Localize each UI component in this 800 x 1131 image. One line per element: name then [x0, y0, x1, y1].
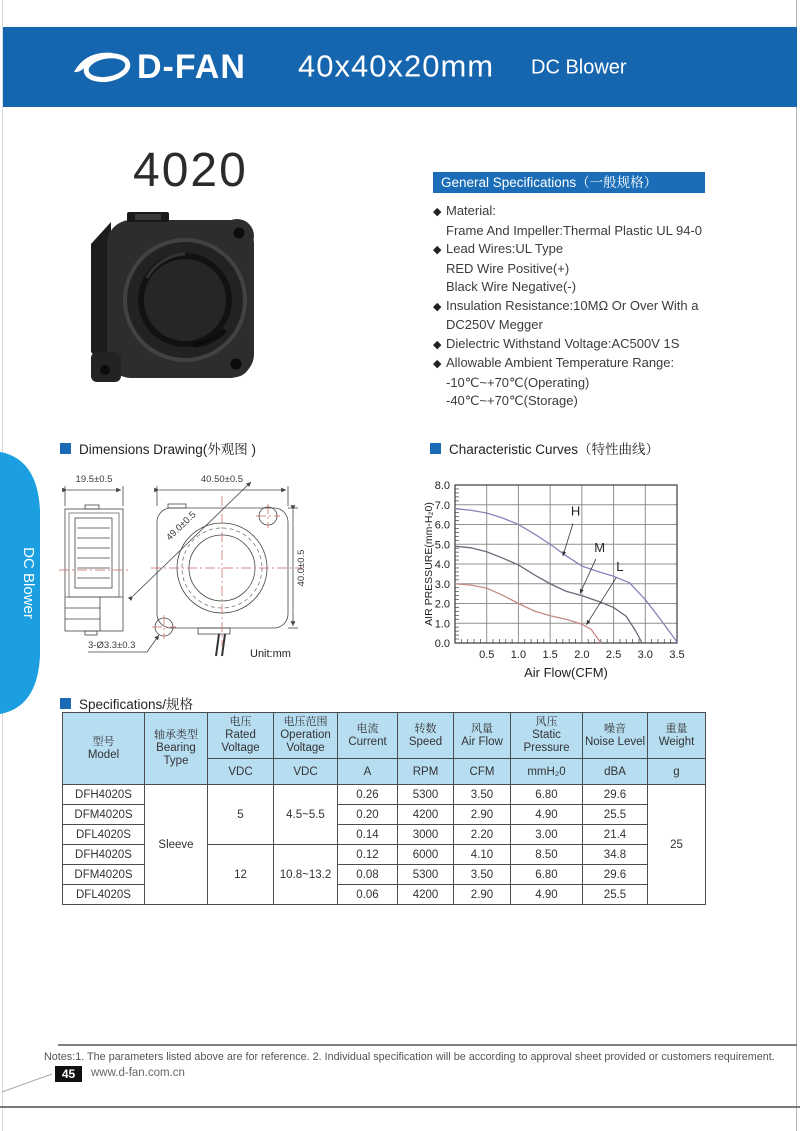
page-right-border: [796, 0, 797, 1131]
characteristic-curves-chart: [423, 462, 793, 697]
svg-text:8.0: 8.0: [434, 480, 450, 492]
size-title: 40x40x20mm: [298, 48, 495, 84]
pq-curve-svg: [423, 462, 793, 697]
svg-text:1.0: 1.0: [434, 618, 450, 631]
col-header-noise: 噪音 Noise Level: [583, 713, 648, 759]
section-specifications-label: Specifications/规格: [79, 697, 194, 712]
unit-operation-voltage: VDC: [274, 759, 338, 785]
bearing-cell: Sleeve: [145, 785, 208, 905]
page-number-badge: 45: [55, 1066, 82, 1082]
diamond-bullet-icon: ◆: [433, 338, 442, 351]
svg-text:0.0: 0.0: [434, 638, 450, 650]
unit-static-pressure: mmH₂0: [511, 759, 583, 785]
operation-voltage-5: 4.5~5.5: [274, 785, 338, 845]
col-header-weight: 重量 Weight: [648, 713, 706, 759]
side-tab: [0, 448, 46, 718]
dim-holes: 3-Ø3.3±0.3: [88, 640, 136, 651]
col-header-current: 电流 Current: [338, 713, 398, 759]
dim-side-width: 19.5±0.5: [75, 474, 113, 485]
svg-text:4.0: 4.0: [434, 559, 450, 571]
svg-text:L: L: [616, 558, 624, 574]
svg-text:2.5: 2.5: [605, 649, 622, 661]
general-spec-text: -10℃~+70℃(Operating): [446, 374, 590, 390]
general-specs-header: General Specifications（一般规格）: [433, 172, 705, 193]
section-curves: [430, 438, 659, 458]
svg-text:2.0: 2.0: [434, 598, 450, 611]
table-row: DFH4020S Sleeve 5 4.5~5.5 0.26 5300 3.50 6.80 29.6 25: [63, 785, 706, 805]
section-curves-label: Characteristic Curves（特性曲线）: [449, 442, 660, 457]
col-header-model: 型号 Model: [63, 713, 145, 785]
general-spec-item: [433, 222, 778, 241]
section-specifications: [60, 693, 193, 713]
table-row: DFL4020S 0.06 4200 2.90 4.90 25.5: [63, 885, 706, 905]
website-url: www.d-fan.com.cn: [91, 1067, 185, 1079]
general-spec-text: Dielectric Withstand Voltage:AC500V 1S: [446, 335, 680, 351]
col-header-rated-voltage: 电压 Rated Voltage: [208, 713, 274, 759]
svg-text:3.0: 3.0: [637, 649, 653, 661]
unit-rated-voltage: VDC: [208, 759, 274, 785]
dim-diagonal: 49.0±0.5: [164, 509, 199, 543]
col-header-static-pressure: 风压 Static Pressure: [511, 713, 583, 759]
general-spec-item: [433, 335, 778, 355]
footer-notes: Notes:1. The parameters listed above are for reference. 2. Individual specification will be according to approval sheet provided or customers requirement.: [44, 1051, 775, 1063]
rated-voltage-5: 5: [208, 785, 274, 845]
side-tab-label: DC Blower: [20, 547, 37, 619]
svg-text:2.0: 2.0: [574, 649, 590, 661]
general-spec-text: Insulation Resistance:10MΩ Or Over With a: [446, 297, 699, 313]
table-row: DFM4020S 0.08 5300 3.50 6.80 29.6: [63, 865, 706, 885]
dimensions-drawing: [55, 464, 313, 678]
rated-voltage-12: 12: [208, 845, 274, 905]
svg-text:3.5: 3.5: [669, 649, 685, 661]
spec-table: [62, 712, 706, 905]
general-spec-text: Allowable Ambient Temperature Range:: [446, 355, 675, 370]
unit-weight: g: [648, 759, 706, 785]
svg-text:1.0: 1.0: [510, 649, 527, 661]
general-spec-text: Black Wire Negative(-): [446, 279, 577, 294]
svg-text:H: H: [570, 503, 581, 519]
diamond-bullet-icon: ◆: [433, 206, 442, 218]
general-spec-text: DC250V Megger: [446, 317, 543, 332]
square-bullet-icon: [60, 698, 71, 709]
dfan-swoosh-icon: [73, 47, 135, 87]
brand-name: D-FAN: [137, 47, 246, 86]
product-type-title: DC Blower: [531, 56, 627, 79]
general-spec-item: [433, 316, 778, 335]
svg-text:6.0: 6.0: [434, 519, 450, 532]
svg-text:Air Flow(CFM): Air Flow(CFM): [524, 665, 608, 680]
general-spec-item: [433, 202, 778, 222]
general-spec-item: [433, 260, 778, 279]
dim-height: 40.0±0.5: [296, 549, 307, 587]
brand-logo: [73, 47, 246, 87]
diamond-bullet-icon: ◆: [433, 358, 442, 370]
header-bar: [3, 27, 797, 107]
section-dimensions-label: Dimensions Drawing(外观图 ): [79, 442, 257, 457]
table-row: DFH4020S 12 10.8~13.2 0.12 6000 4.10 8.50 34.8: [63, 845, 706, 865]
general-spec-text: Material:: [446, 203, 496, 218]
unit-speed: RPM: [398, 759, 454, 785]
svg-text:M: M: [594, 539, 606, 555]
general-spec-item: [433, 354, 778, 374]
unit-noise: dBA: [583, 759, 648, 785]
general-specs-list: [433, 202, 778, 411]
corner-flourish: [0, 1062, 56, 1094]
unit-airflow: CFM: [454, 759, 511, 785]
general-spec-item: [433, 278, 778, 297]
general-spec-text: -40℃~+70℃(Storage): [446, 393, 578, 408]
diamond-bullet-icon: ◆: [433, 300, 442, 313]
col-header-speed: 转数 Speed: [398, 713, 454, 759]
svg-text:0.5: 0.5: [479, 649, 495, 661]
general-spec-item: [433, 392, 778, 411]
footer-divider: [58, 1044, 797, 1046]
weight-cell: 25: [648, 785, 706, 905]
general-spec-item: [433, 240, 778, 260]
svg-text:AIR PRESSURE(mm-H₂0): AIR PRESSURE(mm-H₂0): [423, 502, 435, 626]
operation-voltage-12: 10.8~13.2: [274, 845, 338, 905]
dim-front-width: 40.50±0.5: [200, 474, 244, 485]
diamond-bullet-icon: ◆: [433, 244, 442, 256]
product-photo: [85, 202, 265, 392]
general-spec-item: [433, 297, 778, 317]
dim-unit: Unit:mm: [250, 648, 291, 660]
table-row: DFM4020S 0.20 4200 2.90 4.90 25.5: [63, 805, 706, 825]
model-number-title: 4020: [133, 144, 248, 197]
general-spec-text: Frame And Impeller:Thermal Plastic UL 94-0: [446, 222, 703, 238]
table-row: DFL4020S 0.14 3000 2.20 3.00 21.4: [63, 825, 706, 845]
svg-text:5.0: 5.0: [434, 539, 450, 552]
square-bullet-icon: [60, 443, 71, 454]
col-header-operation-voltage: 电压范围 Operation Voltage: [274, 713, 338, 759]
section-dimensions: [60, 438, 256, 458]
svg-text:3.0: 3.0: [434, 578, 450, 591]
svg-text:1.5: 1.5: [542, 649, 558, 661]
col-header-airflow: 风量 Air Flow: [454, 713, 511, 759]
page-bottom-border: [0, 1106, 800, 1108]
square-bullet-icon: [430, 443, 441, 454]
general-spec-text: Lead Wires:UL Type: [446, 241, 564, 256]
svg-text:7.0: 7.0: [434, 499, 450, 512]
col-header-bearing: 轴承类型 Bearing Type: [145, 713, 208, 785]
general-spec-item: [433, 374, 778, 393]
unit-current: A: [338, 759, 398, 785]
general-spec-text: RED Wire Positive(+): [446, 260, 570, 276]
